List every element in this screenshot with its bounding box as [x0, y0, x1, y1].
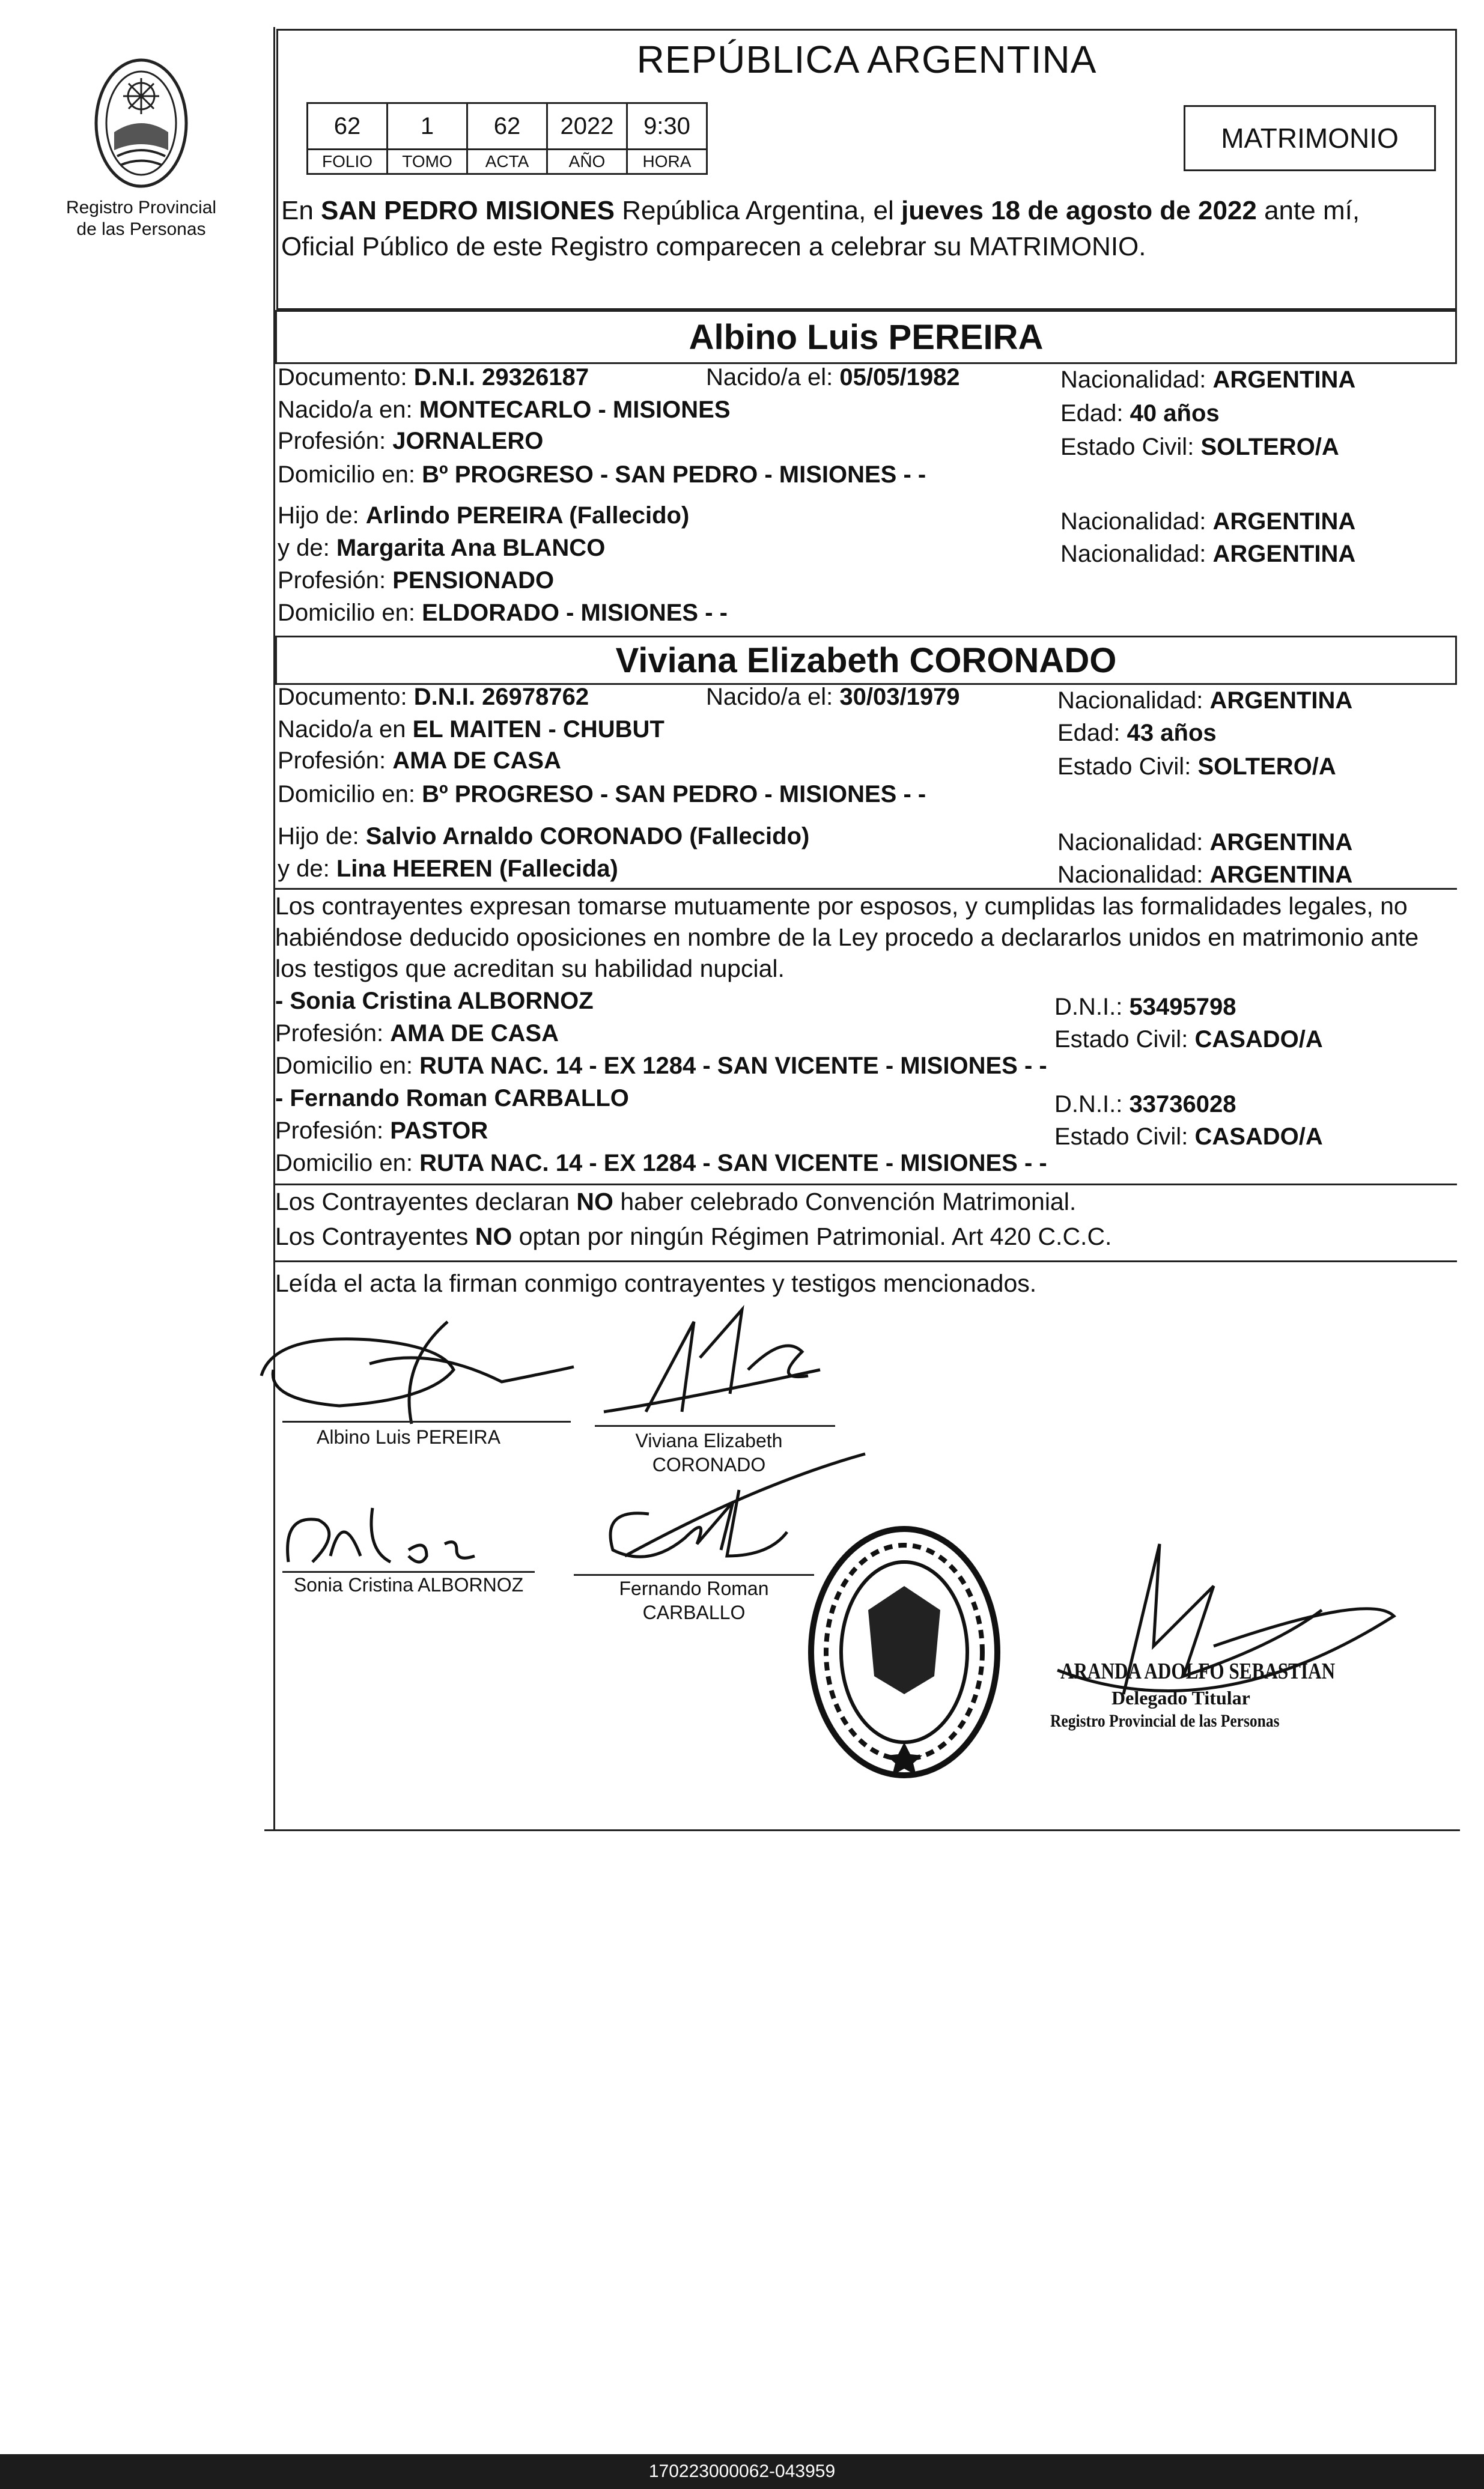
value: AMA DE CASA	[392, 747, 561, 774]
signature-sonia-icon	[276, 1496, 529, 1580]
party1-nationality	[1060, 366, 1355, 394]
value: Margarita Ana BLANCO	[336, 535, 606, 561]
party2-name: Viviana Elizabeth CORONADO	[615, 641, 1117, 680]
acta-label: ACTA	[467, 150, 547, 174]
value: ARGENTINA	[1209, 862, 1353, 888]
label: Profesión:	[278, 747, 386, 774]
value: 40 años	[1130, 400, 1220, 427]
label: Hijo de:	[278, 823, 359, 849]
label: y de:	[278, 855, 330, 882]
value: Arlindo PEREIRA (Fallecido)	[365, 502, 690, 529]
text-bold: NO	[475, 1223, 512, 1250]
tomo-label: TOMO	[388, 150, 467, 174]
party2-doc	[278, 684, 589, 711]
label: Nacionalidad:	[1057, 829, 1203, 855]
value: RUTA NAC. 14 - EX 1284 - SAN VICENTE - MISIONES - -	[419, 1150, 1047, 1176]
value: ARGENTINA	[1209, 687, 1353, 714]
footer-bar	[0, 2454, 1484, 2489]
signature-line	[282, 1421, 571, 1423]
party1-birthplace	[278, 397, 731, 424]
province-seal-icon	[90, 54, 192, 192]
party2-father	[278, 823, 809, 850]
label: Hijo de:	[278, 502, 359, 529]
label: Documento:	[278, 684, 407, 710]
hora-value: 9:30	[627, 103, 707, 150]
label: Nacionalidad:	[1060, 508, 1206, 535]
party2-mother-nationality	[1057, 862, 1352, 889]
witness2-profession	[275, 1117, 488, 1144]
party1-parents-profession	[278, 567, 554, 594]
registry-logo	[57, 54, 225, 240]
witness1-civil-status	[1054, 1026, 1323, 1053]
declaration-line-2: habiéndose deducido oposiciones en nombre de la Ley procedo a declararlos unidos en matrimonio ante	[275, 923, 1419, 951]
label: D.N.I.:	[1054, 1091, 1123, 1117]
party1-mother-nationality	[1060, 541, 1355, 568]
declaration-line-3: los testigos que acreditan su habilidad nupcial.	[275, 955, 785, 982]
label: Edad:	[1060, 400, 1124, 427]
value: - Fernando Roman CARBALLO	[275, 1085, 629, 1111]
signature-caption-2a: Viviana Elizabeth	[635, 1430, 783, 1451]
text: Los Contrayentes declaran	[275, 1188, 577, 1215]
official-name: ARANDA ADOLFO SEBASTIAN	[1060, 1659, 1336, 1684]
witness1-name	[275, 988, 594, 1015]
value: MONTECARLO - MISIONES	[419, 397, 731, 423]
registry-table	[306, 102, 708, 175]
party2-age	[1057, 720, 1217, 747]
divider	[275, 1184, 1457, 1185]
label: y de:	[278, 535, 330, 561]
label: Nacionalidad:	[1057, 862, 1203, 888]
signature-caption-1: Albino Luis PEREIRA	[317, 1426, 500, 1448]
label: Nacido/a en	[278, 716, 406, 743]
label: D.N.I.:	[1054, 994, 1123, 1020]
value: ARGENTINA	[1212, 508, 1356, 535]
hora-label: HORA	[627, 150, 707, 174]
label: Domicilio en:	[275, 1053, 413, 1079]
intro-text: República Argentina, el	[615, 196, 901, 225]
value: ARGENTINA	[1212, 541, 1356, 567]
acta-value: 62	[467, 103, 547, 150]
label: Profesión:	[275, 1020, 384, 1047]
signature-caption-2b: CORONADO	[652, 1454, 766, 1475]
text-bold: NO	[576, 1188, 613, 1215]
party2-profession	[278, 747, 561, 774]
value: D.N.I. 29326187	[413, 364, 589, 391]
witness1-profession	[275, 1020, 559, 1047]
signature-caption-4b: CARBALLO	[642, 1602, 746, 1623]
label: Domicilio en:	[278, 781, 415, 807]
signature-viviana-icon	[592, 1298, 844, 1430]
value: - Sonia Cristina ALBORNOZ	[275, 988, 594, 1014]
signature-caption-3: Sonia Cristina ALBORNOZ	[293, 1574, 524, 1596]
party1-address	[278, 461, 926, 488]
text: optan por ningún Régimen Patrimonial. Art 420 C.C.C.	[512, 1223, 1112, 1250]
party1-profession	[278, 428, 543, 455]
value: ARGENTINA	[1209, 829, 1353, 855]
logo-label: Registro Provincial de las Personas	[65, 198, 217, 239]
witness2-dni	[1054, 1091, 1236, 1118]
footer-code: 170223000062-043959	[648, 2461, 836, 2481]
text: Los Contrayentes	[275, 1223, 475, 1250]
value: JORNALERO	[392, 428, 544, 454]
label: Nacido/a en:	[278, 397, 413, 423]
label: Nacionalidad:	[1060, 366, 1206, 393]
tomo-value: 1	[388, 103, 467, 150]
label: Estado Civil:	[1054, 1026, 1188, 1053]
label: Edad:	[1057, 720, 1121, 746]
act-type-label: MATRIMONIO	[1221, 123, 1399, 154]
signature-caption-4a: Fernando Roman	[619, 1578, 769, 1599]
value: Lina HEEREN (Fallecida)	[336, 855, 618, 882]
label: Nacido/a el:	[706, 364, 833, 391]
divider	[275, 888, 1457, 890]
label: Estado Civil:	[1057, 753, 1191, 780]
party1-age	[1060, 400, 1220, 427]
party1-doc	[278, 364, 589, 391]
party2-civil-status	[1057, 753, 1336, 780]
party1-name: Albino Luis PEREIRA	[689, 318, 1044, 357]
value: CASADO/A	[1194, 1026, 1323, 1053]
party1-father	[278, 502, 689, 529]
value: RUTA NAC. 14 - EX 1284 - SAN VICENTE - MISIONES - -	[419, 1053, 1047, 1079]
party2-nationality	[1057, 687, 1352, 714]
value: 43 años	[1127, 720, 1217, 746]
label: Nacionalidad:	[1057, 687, 1203, 714]
value: Bº PROGRESO - SAN PEDRO - MISIONES - -	[422, 781, 926, 807]
value: 33736028	[1129, 1091, 1236, 1117]
official-office: Registro Provincial de las Personas	[1050, 1711, 1280, 1731]
closing-text: Leída el acta la firman conmigo contrayentes y testigos mencionados.	[275, 1269, 1037, 1297]
party2-birthdate	[706, 684, 960, 711]
intro-date: jueves 18 de agosto de 2022	[901, 196, 1257, 225]
label: Profesión:	[278, 567, 386, 594]
text: haber celebrado Convención Matrimonial.	[613, 1188, 1077, 1215]
folio-label: FOLIO	[308, 150, 388, 174]
value: 05/05/1982	[839, 364, 960, 391]
anio-value: 2022	[547, 103, 627, 150]
value: 53495798	[1129, 994, 1236, 1020]
declaration-line-1: Los contrayentes expresan tomarse mutuamente por esposos, y cumplidas las formalidades legales, no	[275, 892, 1408, 920]
value: ELDORADO - MISIONES - -	[422, 600, 728, 626]
party2-address	[278, 781, 926, 808]
witness2-name	[275, 1085, 629, 1112]
folio-value: 62	[308, 103, 388, 150]
label: Estado Civil:	[1054, 1123, 1188, 1150]
witness2-address	[275, 1150, 1047, 1177]
label: Domicilio en:	[278, 461, 415, 488]
party2-father-nationality	[1057, 829, 1352, 856]
value: CASADO/A	[1194, 1123, 1323, 1150]
regime-line-1	[275, 1186, 1453, 1217]
official-stamp-icon	[805, 1520, 1003, 1784]
intro-line-1	[281, 193, 1453, 228]
intro-text: ante mí,	[1256, 196, 1360, 225]
value: EL MAITEN - CHUBUT	[412, 716, 664, 743]
regime-line-2	[275, 1221, 1453, 1252]
party1-father-nationality	[1060, 508, 1355, 535]
signature-albino-icon	[249, 1310, 586, 1430]
intro-text: En	[281, 196, 321, 225]
witness1-address	[275, 1053, 1047, 1080]
witness1-dni	[1054, 994, 1236, 1021]
anio-label: AÑO	[547, 150, 627, 174]
label: Profesión:	[275, 1117, 384, 1144]
party1-civil-status	[1060, 434, 1339, 461]
divider	[275, 1260, 1457, 1262]
label: Nacionalidad:	[1060, 541, 1206, 567]
value: Bº PROGRESO - SAN PEDRO - MISIONES - -	[422, 461, 926, 488]
value: D.N.I. 26978762	[413, 684, 589, 710]
intro-place: SAN PEDRO MISIONES	[321, 196, 615, 225]
value: ARGENTINA	[1212, 366, 1356, 393]
value: SOLTERO/A	[1197, 753, 1336, 780]
label: Documento:	[278, 364, 407, 391]
value: 30/03/1979	[839, 684, 960, 710]
label: Nacido/a el:	[706, 684, 833, 710]
party1-parents-address	[278, 600, 728, 627]
party1-birthdate	[706, 364, 960, 391]
act-type-box	[1184, 105, 1436, 171]
party2-mother	[278, 855, 618, 883]
party1-mother	[278, 535, 605, 562]
label: Estado Civil:	[1060, 434, 1194, 460]
value: PENSIONADO	[392, 567, 555, 594]
value: SOLTERO/A	[1200, 434, 1339, 460]
party2-birthplace	[278, 716, 664, 743]
label: Profesión:	[278, 428, 386, 454]
intro-line-2: Oficial Público de este Registro comparecen a celebrar su MATRIMONIO.	[281, 232, 1146, 261]
witness2-civil-status	[1054, 1123, 1323, 1150]
signature-line	[595, 1425, 835, 1427]
divider	[264, 1829, 1460, 1831]
label: Domicilio en:	[278, 600, 415, 626]
value: AMA DE CASA	[390, 1020, 559, 1047]
document-title: REPÚBLICA ARGENTINA	[636, 38, 1097, 81]
value: Salvio Arnaldo CORONADO (Fallecido)	[365, 823, 810, 849]
official-role: Delegado Titular	[1111, 1687, 1250, 1709]
value: PASTOR	[390, 1117, 488, 1144]
signature-line	[574, 1574, 814, 1576]
label: Domicilio en:	[275, 1150, 413, 1176]
